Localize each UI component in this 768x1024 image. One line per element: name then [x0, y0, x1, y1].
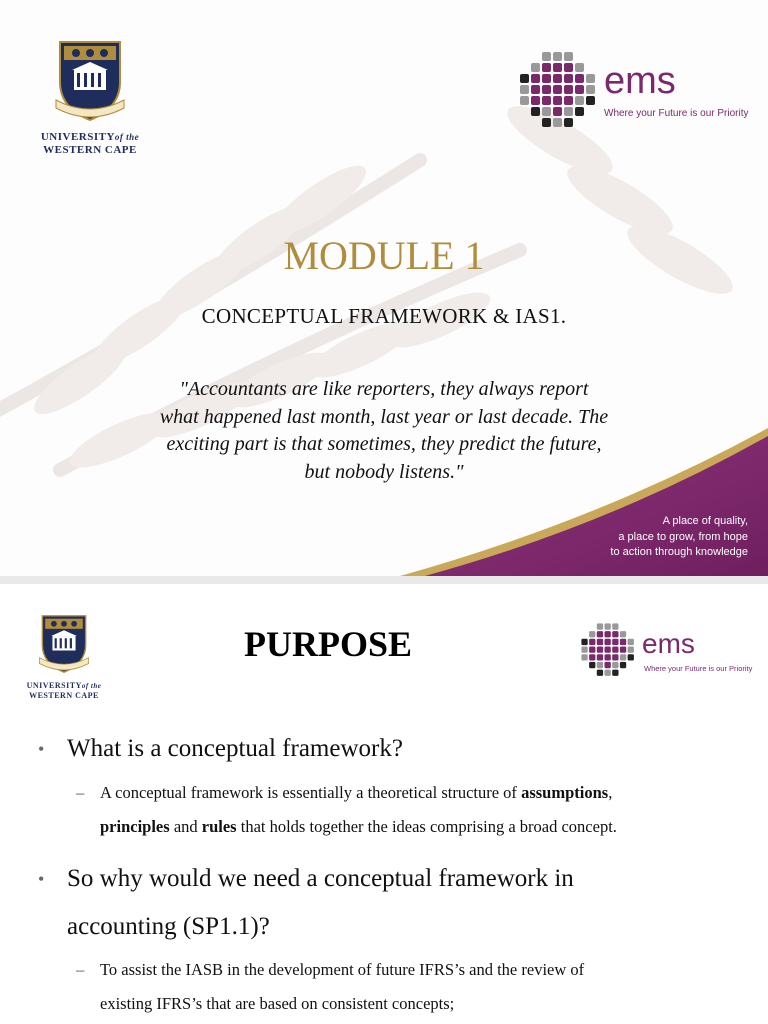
dash-marker: – [76, 960, 85, 979]
university-name: UNIVERSITYof the WESTERN CAPE [40, 131, 140, 157]
ems-tagline: Where your Future is our Priority [604, 108, 749, 119]
bullet-dot: • [38, 869, 45, 889]
module-title: MODULE 1 [283, 233, 485, 278]
slide-divider [0, 576, 768, 584]
ems-logo-small [580, 622, 760, 686]
ems-tagline: Where your Future is our Priority [644, 664, 753, 673]
ems-wordmark: ems [604, 60, 676, 102]
motto-line: a place to grow, from hope [618, 530, 748, 543]
quote-line: exciting part is that sometimes, they predict the future, [166, 433, 602, 455]
motto-line: A place of quality, [662, 515, 748, 527]
module-subtitle: CONCEPTUAL FRAMEWORK & IAS1. [201, 304, 567, 328]
dash-marker: – [76, 783, 85, 802]
quote-line: "Accountants are like reporters, they always report [179, 378, 589, 400]
ems-grid-icon [580, 622, 636, 678]
ems-wordmark: ems [642, 628, 695, 659]
quote-line: what happened last month, last year or last decade. The [159, 405, 609, 428]
quote-line: but nobody listens." [304, 460, 464, 483]
university-name: UNIVERSITYof the WESTERN CAPE [26, 681, 102, 700]
motto-line: to action through knowledge [610, 546, 748, 558]
purpose-title: PURPOSE [243, 624, 412, 664]
university-motto [610, 514, 748, 561]
bullet-dot: • [38, 739, 45, 759]
